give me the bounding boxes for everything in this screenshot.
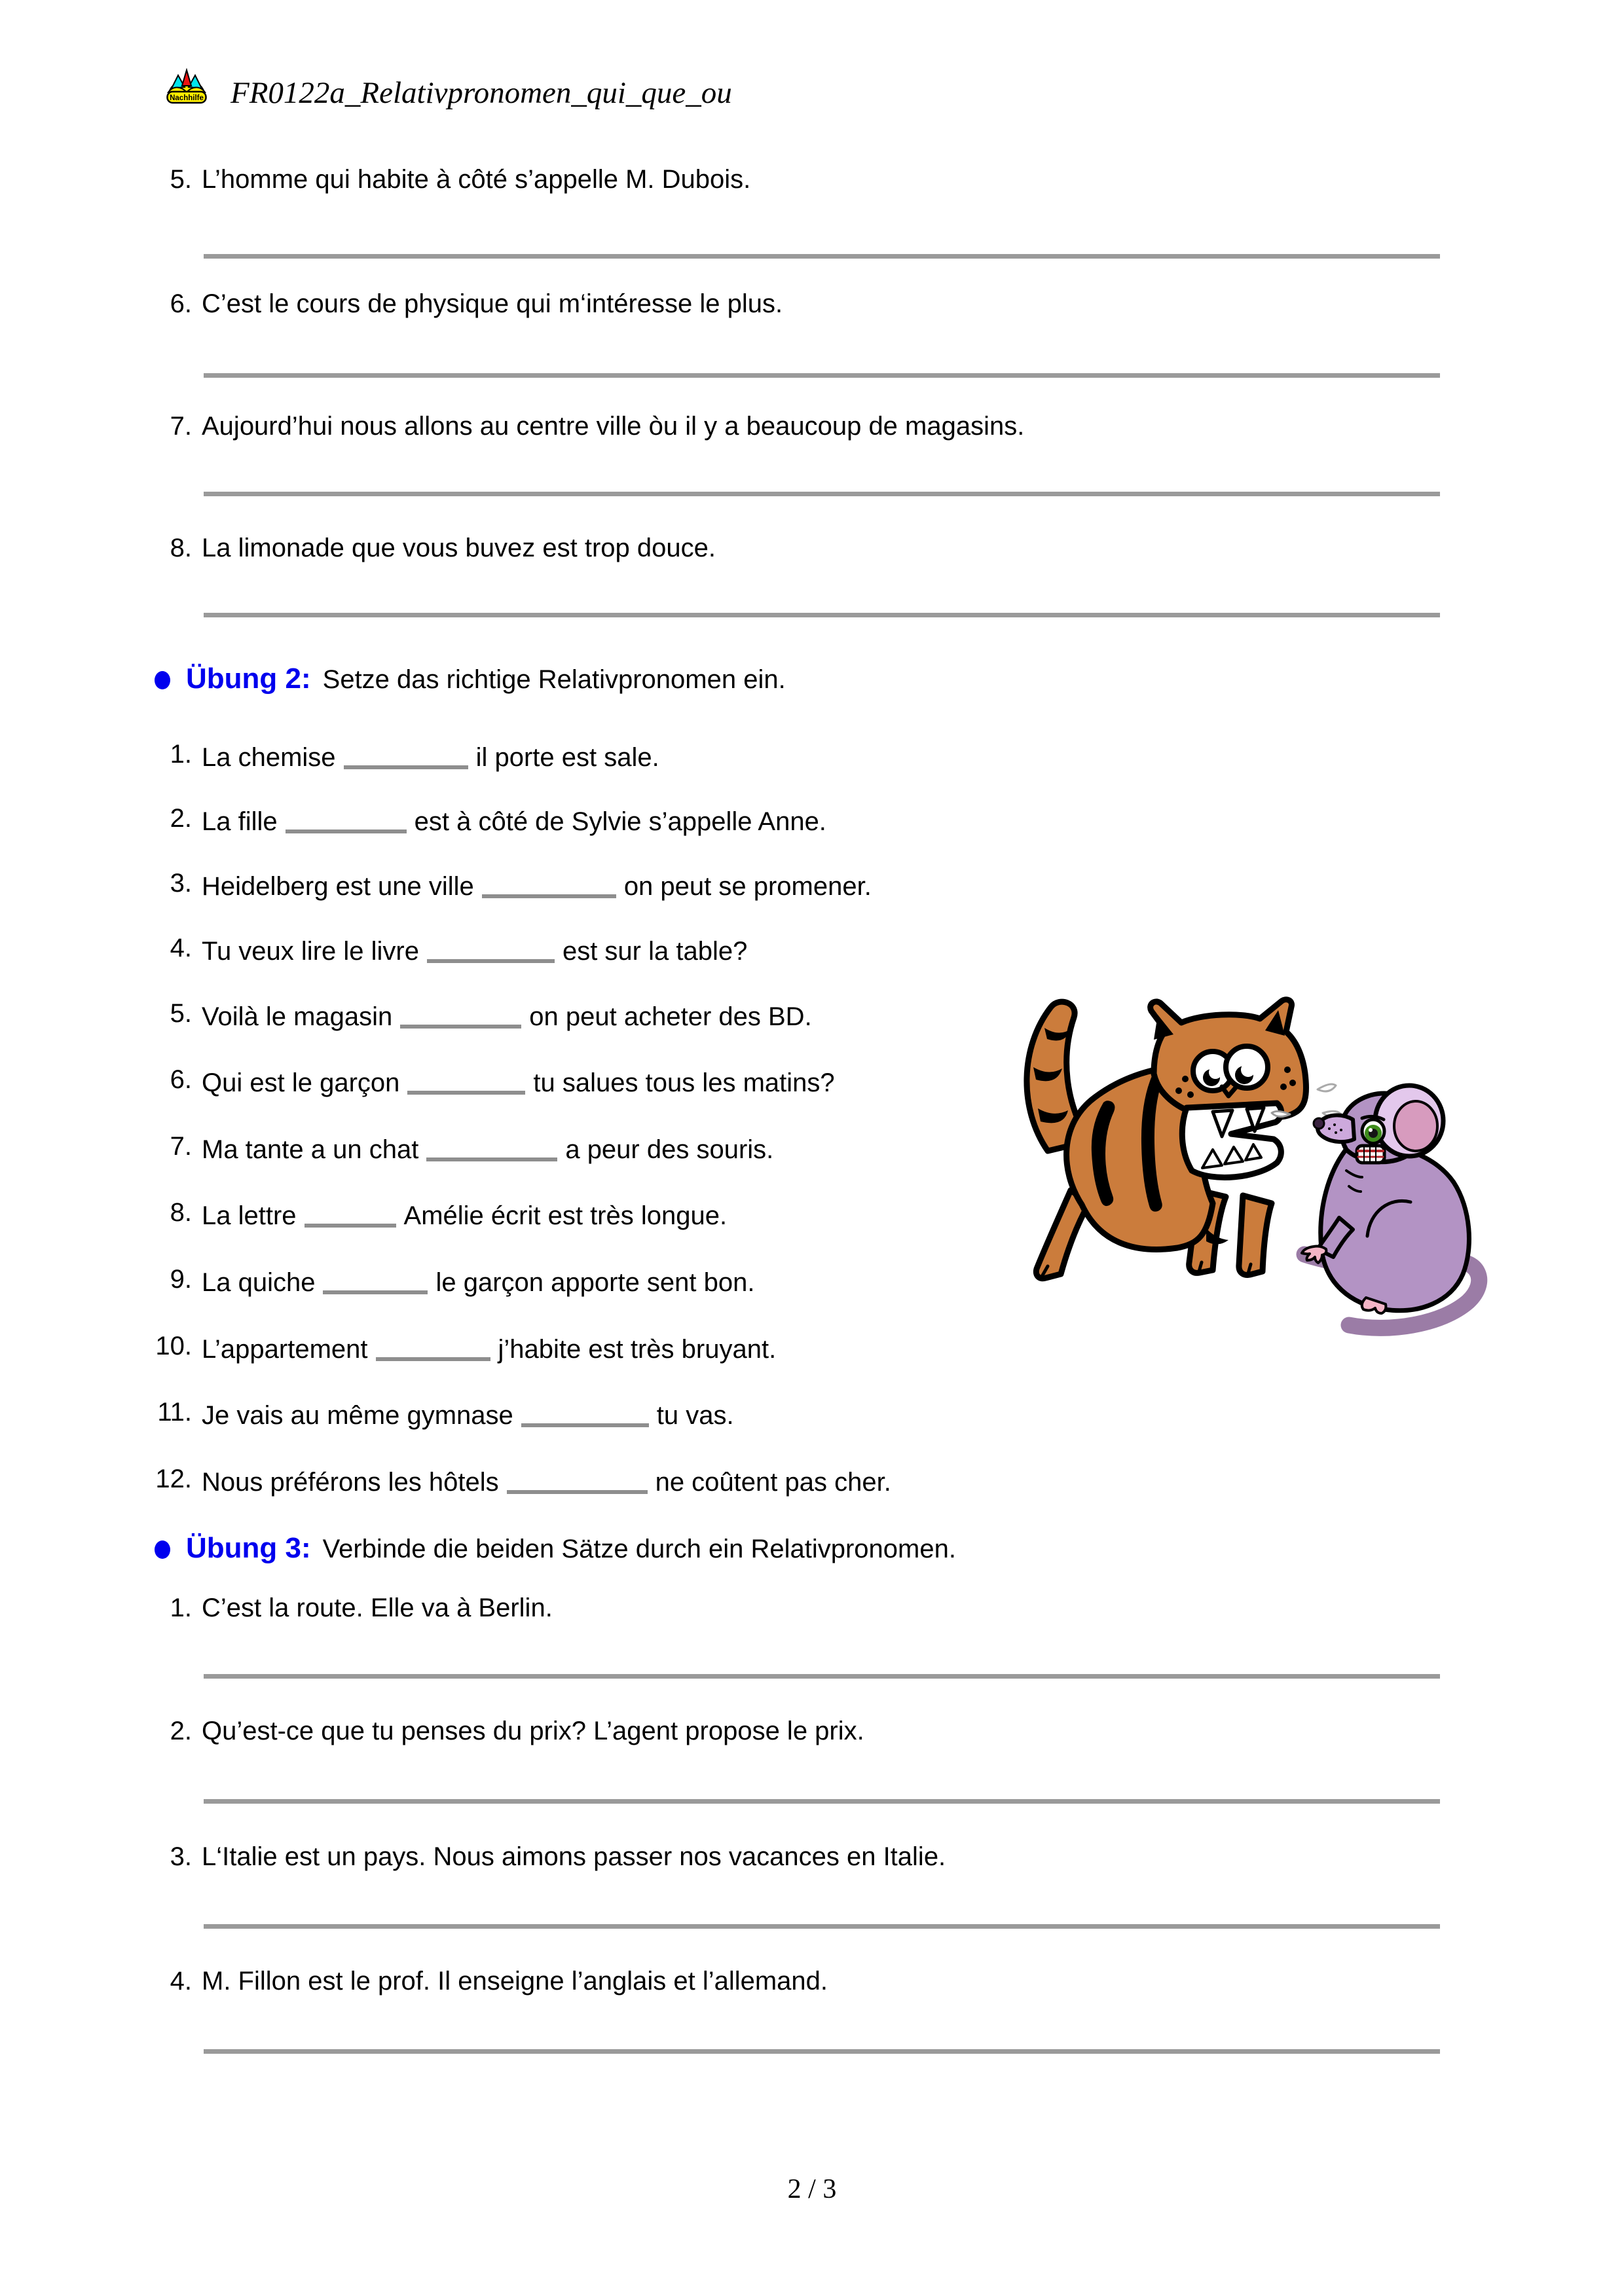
section-title: Übung 2: [186,663,311,695]
item-text: C’est le cours de physique qui m‘intéresse le plus. [202,289,783,318]
bullet-icon [155,671,170,689]
answer-line [204,613,1440,617]
item-text-before: Je vais au même gymnase [202,1401,513,1430]
section-heading-uebung-2 [155,663,786,695]
item-text-before: La quiche [202,1268,316,1297]
section-title: Übung 3: [186,1532,311,1564]
blank-underline [400,1001,521,1029]
item-text: Qu’est-ce que tu penses du prix? L’agent propose le prix. [202,1717,864,1745]
item-text: L’homme qui habite à côté s’appelle M. Dubois. [202,165,751,194]
item-number: 5. [170,165,192,194]
page-title: FR0122a_Relativpronomen_qui_que_ou [231,76,732,110]
list-item [134,1131,773,1165]
list-item [134,803,826,837]
item-number: 7. [170,1132,192,1161]
list-item [134,932,747,967]
blank-underline [407,1067,525,1095]
item-number: 10. [155,1332,192,1360]
list-item [134,998,812,1032]
item-text-before: Tu veux lire le livre [202,937,419,966]
answer-line [204,492,1440,496]
item-text-after: est à côté de Sylvie s’appelle Anne. [414,807,826,836]
item-text-before: La lettre [202,1201,297,1230]
list-item [134,1330,776,1365]
item-number: 4. [170,934,192,962]
item-text: L‘Italie est un pays. Nous aimons passer nos vacances en Italie. [202,1842,946,1871]
list-item [134,1264,755,1298]
list-item [134,1463,891,1498]
blank-underline [344,742,468,769]
item-number: 7. [170,412,192,441]
item-text-after: il porte est sale. [475,743,659,772]
item-text-after: tu salues tous les matins? [533,1068,835,1097]
blank-underline [286,806,407,833]
item-number: 8. [170,534,192,562]
blank-underline [376,1334,490,1361]
item-text: Aujourd’hui nous allons au centre ville òu il y a beaucoup de magasins. [202,412,1025,441]
item-text: M. Fillon est le prof. Il enseigne l’anglais et l’allemand. [202,1967,828,1995]
answer-line [204,254,1440,259]
blank-underline [426,1134,557,1161]
list-item [134,1396,734,1431]
item-text-after: le garçon apporte sent bon. [435,1268,755,1297]
item-text-after: Amélie écrit est très longue. [403,1201,728,1230]
list-item [134,288,783,319]
item-text-after: ne coûtent pas cher. [655,1468,891,1497]
item-number: 5. [170,999,192,1028]
item-text-after: j’habite est très bruyant. [498,1335,777,1364]
blank-underline [427,936,555,963]
item-text-before: Ma tante a un chat [202,1135,419,1164]
logo-text: Nachhilfe [170,94,204,102]
list-item [134,1064,835,1099]
list-item [134,867,872,902]
section-instruction: Verbinde die beiden Sätze durch ein Relativpronomen. [322,1535,956,1563]
list-item [134,1965,828,1997]
answer-line [204,1799,1440,1804]
bullet-icon [155,1540,170,1559]
item-number: 6. [170,1065,192,1094]
item-text-before: La chemise [202,743,336,772]
item-text-after: on peut acheter des BD. [529,1002,812,1031]
list-item [134,1841,946,1872]
answer-line [204,2049,1440,2054]
item-text-before: Nous préférons les hôtels [202,1468,499,1497]
item-text-before: Voilà le magasin [202,1002,393,1031]
blank-underline [521,1400,649,1427]
blank-underline [304,1200,396,1228]
section-heading-uebung-3 [155,1532,956,1565]
item-text: C’est la route. Elle va à Berlin. [202,1594,553,1622]
list-item [134,1715,864,1747]
item-number: 2. [170,1717,192,1745]
blank-underline [323,1267,428,1294]
answer-line [204,1924,1440,1929]
item-number: 6. [170,289,192,318]
blank-underline [482,871,616,898]
list-item [134,532,716,564]
item-text-before: Heidelberg est une ville [202,872,474,901]
cat-and-mouse-illustration [982,974,1519,1341]
item-number: 2. [170,804,192,833]
answer-line [204,1674,1440,1679]
answer-line [204,373,1440,378]
nachhilfe-logo-icon [166,68,207,105]
item-number: 3. [170,1842,192,1871]
item-text-after: on peut se promener. [623,872,872,901]
item-number: 9. [170,1265,192,1294]
list-item [134,1197,727,1231]
item-text-after: tu vas. [656,1401,734,1430]
item-text-before: Qui est le garçon [202,1068,400,1097]
blank-underline [507,1467,648,1494]
item-text: La limonade que vous buvez est trop douce. [202,534,716,562]
item-number: 1. [170,740,192,769]
item-number: 8. [170,1198,192,1227]
list-item [134,164,750,195]
page-number: 2 / 3 [787,2174,837,2204]
item-text-after: est sur la table? [562,937,748,966]
item-text-before: La fille [202,807,278,836]
list-item [134,738,659,773]
item-text-before: L’appartement [202,1335,368,1364]
item-number: 12. [155,1465,192,1493]
list-item [134,410,1024,442]
item-number: 4. [170,1967,192,1995]
section-instruction: Setze das richtige Relativpronomen ein. [322,665,786,694]
list-item [134,1592,553,1624]
item-number: 3. [170,869,192,898]
item-text-after: a peur des souris. [565,1135,774,1164]
item-number: 11. [157,1398,192,1427]
item-number: 1. [170,1594,192,1622]
